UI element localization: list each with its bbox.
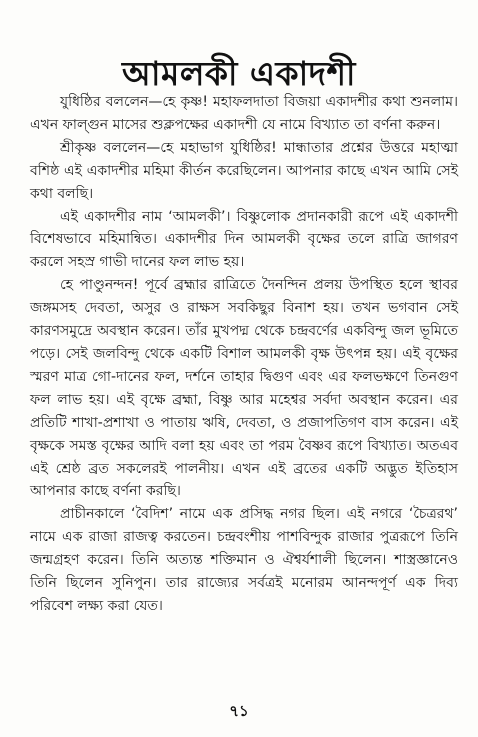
page-number: ৭১	[229, 702, 249, 720]
paragraph-3: এই একাদশীর নাম ‘আমলকী’। বিষ্ণুলোক প্রদানকারী রূপে এই একাদশী বিশেষভাবে মহিমান্বিত। একাদশীর দিন আমলকী বৃক্ষের তলে রাত্রি জাগরণ করলে সহস্র গাভী দানের ফল লাভ হয়।	[30, 208, 458, 271]
paragraph-4: হে পাণ্ডুনন্দন! পূর্বে ব্রহ্মার রাত্রিতে দৈনন্দিন প্রলয় উপস্থিত হলে স্থাবর জঙ্গমসহ দেবতা, অসুর ও রাক্ষস সবকিছুর বিনাশ হয়। তখন ভগবান সেই কারণসমুদ্রে অবস্থান করেন। তাঁর মুখপদ্ম থেকে চন্দ্রবর্ণের একবিন্দু জল ভূমিতে পড়ে। সেই জলবিন্দু থেকে একটি বিশাল আমলকী বৃক্ষ উৎপন্ন হয়। এই বৃক্ষের স্মরণ মাত্র গো-দানের ফল, দর্শনে তাহার দ্বিগুণ এবং এর ফলভক্ষণে তিনগুণ ফল লাভ হয়। এই বৃক্ষে ব্রহ্মা, বিষ্ণু আর মহেশ্বর সর্বদা অবস্থান করেন। এর প্রতিটি শাখা-প্রশাখা ও পাতায় ঋষি, দেবতা, ও প্রজাপতিগণ বাস করেন। এই বৃক্ষকে সমস্ত বৃক্ষের আদি বলা হয় এবং তা পরম বৈষ্ণব রূপে বিখ্যাত। অতএব এই শ্রেষ্ঠ ব্রত সকলেরই পালনীয়। এখন এই ব্রতের একটি অদ্ভুত ইতিহাস আপনার কাছে বর্ণনা করছি।	[30, 277, 458, 500]
paragraph-5: প্রাচীনকালে ‘বৈদিশ’ নামে এক প্রসিদ্ধ নগর ছিল। এই নগরে ‘চৈত্ররথ’ নামে এক রাজা রাজত্ব করতেন। চন্দ্রবংশীয় পাশবিন্দুক রাজার পুত্ররূপে তিনি জন্মগ্রহণ করেন। তিনি অত্যন্ত শক্তিমান ও ঐশ্বর্যশালী ছিলেন। শাস্ত্রজ্ঞানেও তিনি ছিলেন সুনিপুন। তার রাজ্যের সর্বত্রই মনোরম আনন্দপূর্ণ এক দিব্য পরিবেশ লক্ষ্য করা যেত।	[30, 506, 458, 614]
chapter-title: আমলকী একাদশী	[122, 54, 356, 94]
paragraph-2: শ্রীকৃষ্ণ বললেন—হে মহাভাগ যুধিষ্ঠির! মান্ধাতার প্রশ্নের উত্তরে মহাত্মা বশিষ্ঠ এই একাদশীর মহিমা কীর্তন করেছিলেন। আপনার কাছে এখন আমি সেই কথা বলছি।	[30, 139, 458, 202]
paragraph-1: যুধিষ্ঠির বললেন—হে কৃষ্ণ! মহাফলদাতা বিজয়া একাদশীর কথা শুনলাম। এখন ফাল্গুন মাসের শুক্লপক্ষের একাদশী যে নামে বিখ্যাত তা বর্ণনা করুন।	[30, 94, 458, 133]
chapter-body	[30, 91, 458, 618]
